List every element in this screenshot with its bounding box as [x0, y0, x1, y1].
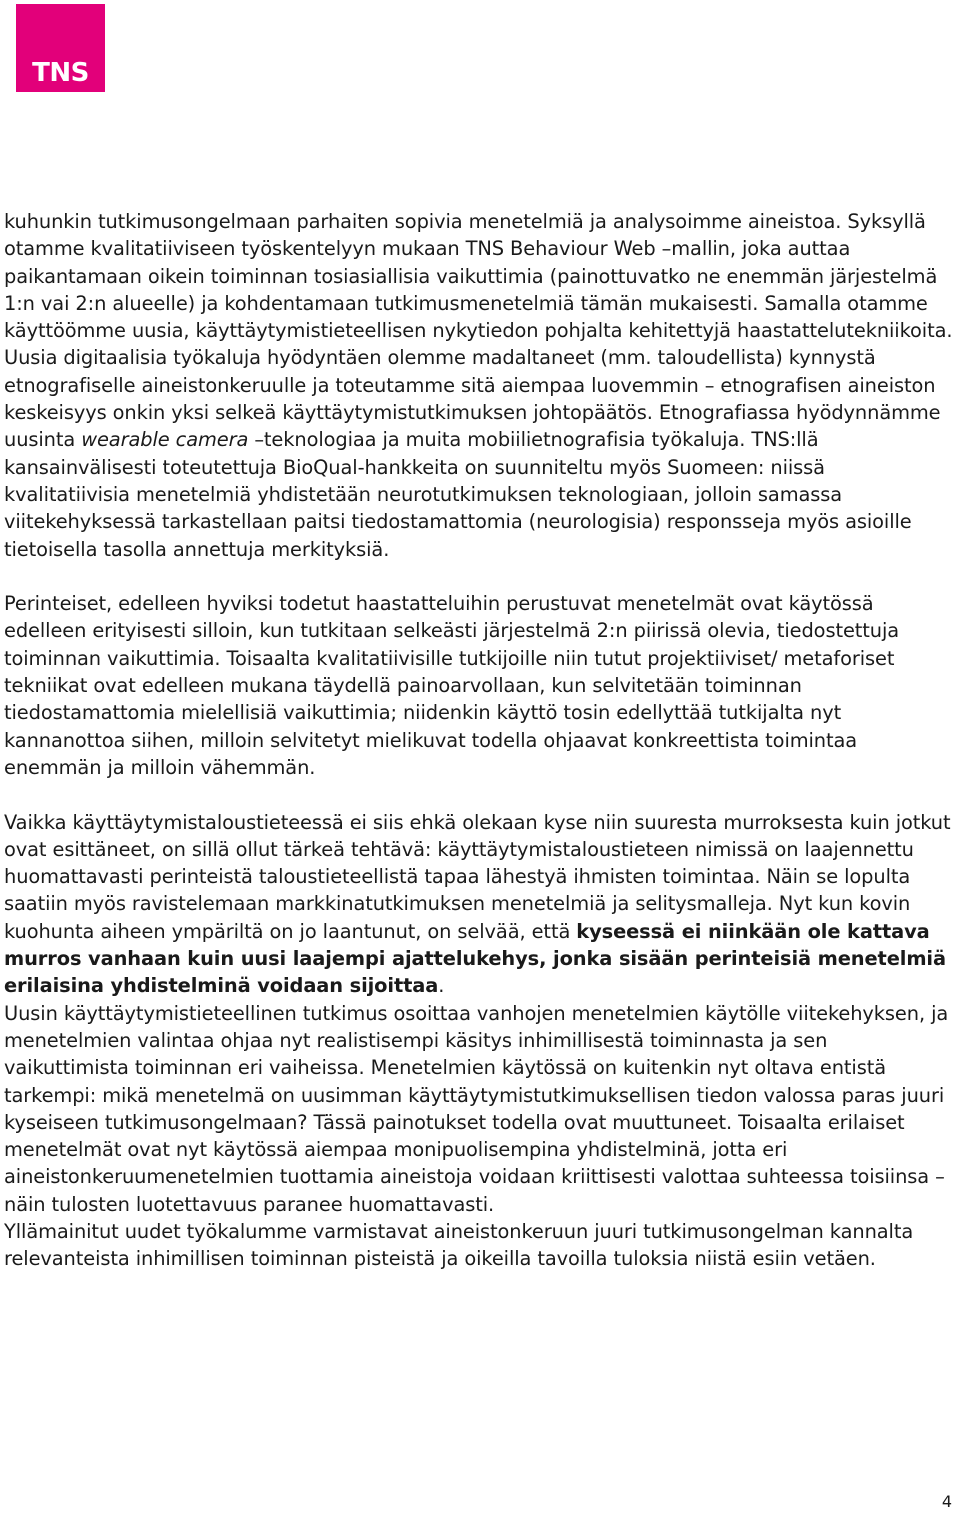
- paragraph-5: Yllämainitut uudet työkalumme varmistavat aineistonkeruun juuri tutkimusongelman kannalta relevanteista inhimillisen toiminnan pisteistä ja oikeilla tavoilla tuloksia niistä esiin vetäen.: [4, 1219, 914, 1271]
- page-number: 4: [941, 1492, 952, 1511]
- logo-text: TNS: [32, 58, 89, 88]
- paragraph-1: [4, 208, 956, 563]
- paragraph-3-text-b: .: [438, 974, 445, 998]
- paragraph-3: [4, 809, 956, 1000]
- paragraph-1-text-b: –teknologiaa ja muita mobiilietnografisia työkaluja. TNS:llä kansainvälisesti toteutettuja BioQual-hankkeita on suunniteltu myös Suomeen: niissä kvalitatiivisia menetelmiä yhdistetään neurotutkimuksen teknologiaan, jolloin samassa viitekehyksessä tarkastellaan paitsi tiedostamattomia (neurologisia) responsseja myös asioille tietoisella tasolla annettuja merkityksiä.: [4, 428, 912, 561]
- paragraph-3-bold: kyseessä ei niinkään ole kattava murros vanhaan kuin uusi laajempi ajattelukehys, jonka sisään perinteisiä menetelmiä erilaisina yhdistelminä voidaan sijoittaa: [4, 919, 946, 998]
- tns-logo: [16, 4, 105, 92]
- paragraph-4: Uusin käyttäytymistieteellinen tutkimus osoittaa vanhojen menetelmien käytölle viitekehyksen, ja menetelmien valintaa ohjaa nyt realistisempi käsitys inhimillisestä toiminnasta ja sen vaikuttimista toiminnan eri vaiheissa. Menetelmien käytössä on kuitenkin nyt oltava entistä tarkempi: mikä menetelmä on uusimman käyttäytymistutkimuksellisen tiedon valossa paras juuri kyseiseen tutkimusongelmaan? Tässä painotukset todella ovat muuttuneet. Toisaalta erilaiset menetelmät ovat nyt käytössä aiempaa monipuolisempina yhdistelminä, jotta eri aineistonkeruumenetelmien tuottamia aineistoja voidaan kriittisesti valottaa suhteessa toisiinsa – näin tulosten luotettavuus paranee huomattavasti.: [4, 1001, 949, 1216]
- paragraph-1-italic: wearable camera: [81, 428, 249, 452]
- paragraph-3-text-a: Vaikka käyttäytymistaloustieteessä ei siis ehkä olekaan kyse niin suuresta murroksesta kuin jotkut ovat esittäneet, on sillä ollut tärkeä tehtävä: käyttäytymistaloustieteen nimissä on laajennettu huomattavasti perinteistä taloustieteellistä tapaa lähestyä ihmisten toimintaa. Näin se lopulta saatiin myös ravistelemaan markkinatutkimuksen menetelmiä ja selitysmalleja. Nyt kun kovin kuohunta aiheen ympäriltä on jo laantunut, on selvää, että: [4, 810, 951, 943]
- paragraph-2: Perinteiset, edelleen hyviksi todetut haastatteluihin perustuvat menetelmät ovat käytössä edelleen erityisesti silloin, kun tutkitaan selkeästi järjestelmä 2:n piirissä olevia, tiedostettuja toiminnan vaikuttimia. Toisaalta kvalitatiivisille tutkijoille niin tutut projektiiviset/ metaforiset tekniikat ovat edelleen mukana täydellä painoarvollaan, kun selvitetään toiminnan tiedostamattomia mielellisiä vaikuttimia; niidenkin käyttö tosin edellyttää tutkijalta nyt kannanottoa siihen, milloin selvitetyt mielikuvat todella ohjaavat konkreettista toimintaa enemmän ja milloin vähemmän.: [4, 592, 900, 779]
- paragraph-1-text-a: kuhunkin tutkimusongelmaan parhaiten sopivia menetelmiä ja analysoimme aineistoa. Syksyllä otamme kvalitatiiviseen työskentelyyn mukaan TNS Behaviour Web –mallin, joka auttaa paikantamaan oikein toiminnan tosiasiallisia vaikuttimia (painottuvatko ne enemmän järjestelmä 1:n vai 2:n alueelle) ja kohdentamaan tutkimusmenetelmiä tämän mukaisesti. Samalla otamme käyttöömme uusia, käyttäytymistieteellisen nykytiedon pohjalta kehitettyjä haastattelutekniikoita. Uusia digitaalisia työkaluja hyödyntäen olemme madaltaneet (mm. taloudellista) kynnystä etnografiselle aineistonkeruulle ja toteutamme sitä aiempaa luovemmin – etnografisen aineiston keskeisyys onkin yksi selkeä käyttäytymistutkimuksen johtopäätös. Etnografiassa hyödynnämme uusinta: [4, 210, 953, 452]
- document-body: [4, 208, 956, 1273]
